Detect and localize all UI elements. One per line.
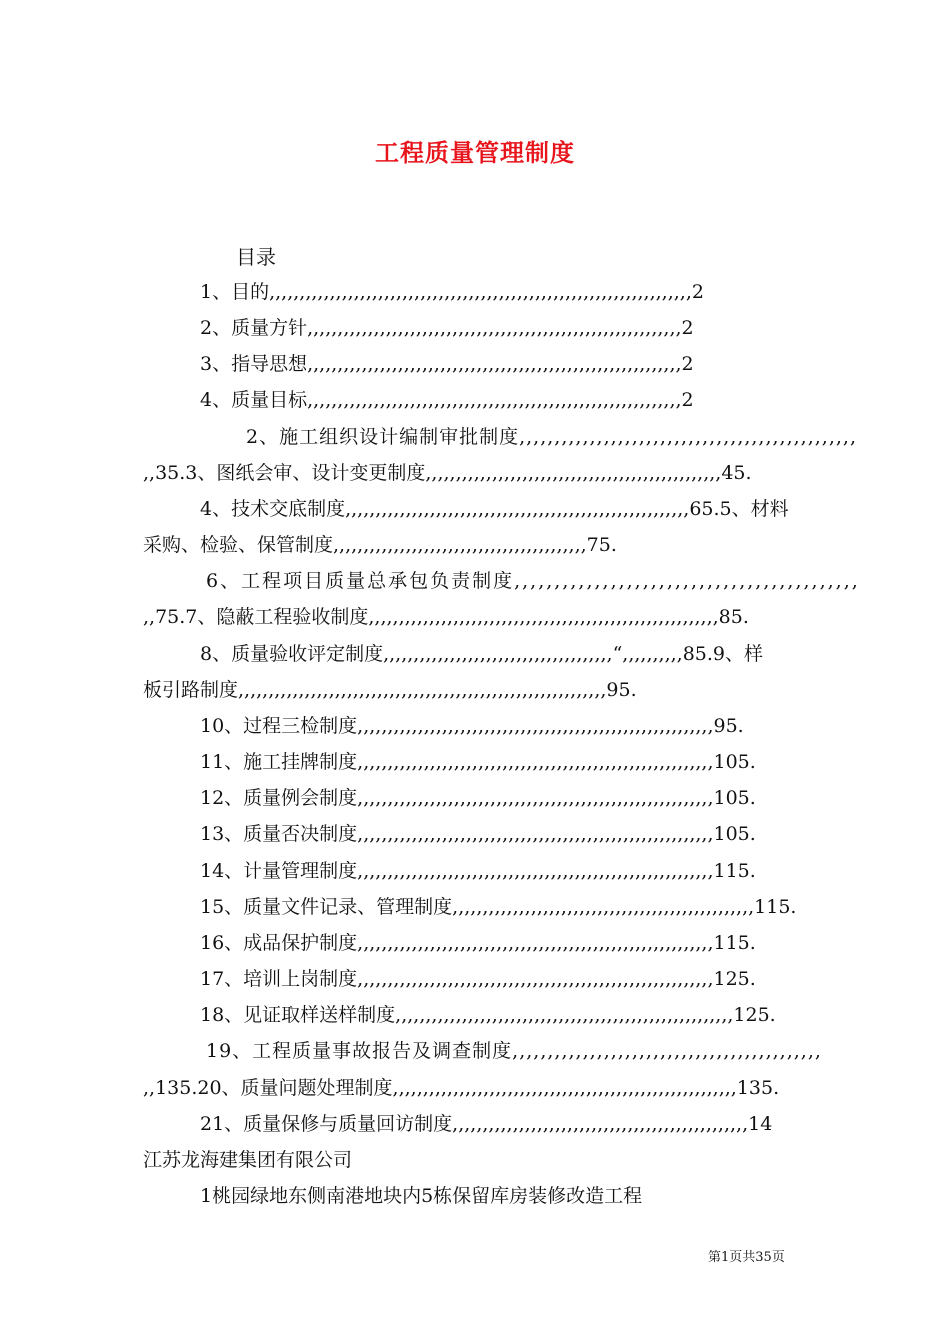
- toc-line: 2、质量方针,,,,,,,,,,,,,,,,,,,,,,,,,,,,,,,,,,,,,,,,,,,,,,,,,,,,,,,,,,,,,,2: [200, 317, 694, 339]
- toc-line: 板引路制度,,,,,,,,,,,,,,,,,,,,,,,,,,,,,,,,,,,,,,,,,,,,,,,,,,,,,,,,,,,,,95.: [143, 679, 637, 701]
- toc-line: 13、质量否决制度,,,,,,,,,,,,,,,,,,,,,,,,,,,,,,,,,,,,,,,,,,,,,,,,,,,,,,,,,,,105.: [200, 823, 756, 845]
- toc-line: ,,35.3、图纸会审、设计变更制度,,,,,,,,,,,,,,,,,,,,,,,,,,,,,,,,,,,,,,,,,,,,,,,,,45.: [143, 462, 752, 484]
- toc-line: 2、施工组织设计编制审批制度,,,,,,,,,,,,,,,,,,,,,,,,,,,,,,,,,,,,,,,,,,,,,,,,: [246, 426, 857, 448]
- toc-line: 21、质量保修与质量回访制度,,,,,,,,,,,,,,,,,,,,,,,,,,,,,,,,,,,,,,,,,,,,,,,,,14: [200, 1113, 773, 1135]
- toc-line: 12、质量例会制度,,,,,,,,,,,,,,,,,,,,,,,,,,,,,,,,,,,,,,,,,,,,,,,,,,,,,,,,,,,105.: [200, 787, 756, 809]
- toc-line: 19、工程质量事故报告及调查制度,,,,,,,,,,,,,,,,,,,,,,,,,,,,,,,,,,,,,,,,,,,,: [206, 1040, 822, 1062]
- toc-line: 采购、检验、保管制度,,,,,,,,,,,,,,,,,,,,,,,,,,,,,,,,,,,,,,,,,,75.: [143, 534, 617, 556]
- toc-line: 4、技术交底制度,,,,,,,,,,,,,,,,,,,,,,,,,,,,,,,,,,,,,,,,,,,,,,,,,,,,,,,,,65.5、材料: [200, 498, 789, 520]
- toc-line: 8、质量验收评定制度,,,,,,,,,,,,,,,,,,,,,,,,,,,,,,,,,,,,,,“,,,,,,,,,,85.9、样: [200, 643, 764, 665]
- toc-line: 14、计量管理制度,,,,,,,,,,,,,,,,,,,,,,,,,,,,,,,,,,,,,,,,,,,,,,,,,,,,,,,,,,,115.: [200, 860, 756, 882]
- toc-line: 3、指导思想,,,,,,,,,,,,,,,,,,,,,,,,,,,,,,,,,,,,,,,,,,,,,,,,,,,,,,,,,,,,,,2: [200, 353, 694, 375]
- toc-line: 15、质量文件记录、管理制度,,,,,,,,,,,,,,,,,,,,,,,,,,,,,,,,,,,,,,,,,,,,,,,,,,115.: [200, 896, 797, 918]
- toc-line: 6、工程项目质量总承包负责制度,,,,,,,,,,,,,,,,,,,,,,,,,,,,,,,,,,,,,,,,,,,: [206, 570, 860, 592]
- toc-line: 1、目的,,,,,,,,,,,,,,,,,,,,,,,,,,,,,,,,,,,,,,,,,,,,,,,,,,,,,,,,,,,,,,,,,,,,,,2: [200, 281, 704, 303]
- page-title: 工程质量管理制度: [375, 138, 575, 167]
- toc-line: 4、质量目标,,,,,,,,,,,,,,,,,,,,,,,,,,,,,,,,,,,,,,,,,,,,,,,,,,,,,,,,,,,,,,2: [200, 389, 694, 411]
- toc-line: 11、施工挂牌制度,,,,,,,,,,,,,,,,,,,,,,,,,,,,,,,,,,,,,,,,,,,,,,,,,,,,,,,,,,,105.: [200, 751, 756, 773]
- toc-line: 16、成品保护制度,,,,,,,,,,,,,,,,,,,,,,,,,,,,,,,,,,,,,,,,,,,,,,,,,,,,,,,,,,,115.: [200, 932, 756, 954]
- project-name: 1桃园绿地东侧南港地块内5栋保留库房装修改造工程: [200, 1185, 643, 1207]
- toc-line: 17、培训上岗制度,,,,,,,,,,,,,,,,,,,,,,,,,,,,,,,,,,,,,,,,,,,,,,,,,,,,,,,,,,,125.: [200, 968, 756, 990]
- company-name: 江苏龙海建集团有限公司: [143, 1149, 353, 1171]
- toc-line: ,,75.7、隐蔽工程验收制度,,,,,,,,,,,,,,,,,,,,,,,,,,,,,,,,,,,,,,,,,,,,,,,,,,,,,,,,,,85.: [143, 606, 749, 628]
- toc-line: 10、过程三检制度,,,,,,,,,,,,,,,,,,,,,,,,,,,,,,,,,,,,,,,,,,,,,,,,,,,,,,,,,,,95.: [200, 715, 744, 737]
- page-number: 第1页共35页: [708, 1250, 785, 1265]
- toc-line: 18、见证取样送样制度,,,,,,,,,,,,,,,,,,,,,,,,,,,,,,,,,,,,,,,,,,,,,,,,,,,,,,,,125.: [200, 1004, 776, 1026]
- toc-heading: 目录: [236, 245, 276, 269]
- toc-line: ,,135.20、质量问题处理制度,,,,,,,,,,,,,,,,,,,,,,,,,,,,,,,,,,,,,,,,,,,,,,,,,,,,,,,,,135.: [143, 1077, 780, 1099]
